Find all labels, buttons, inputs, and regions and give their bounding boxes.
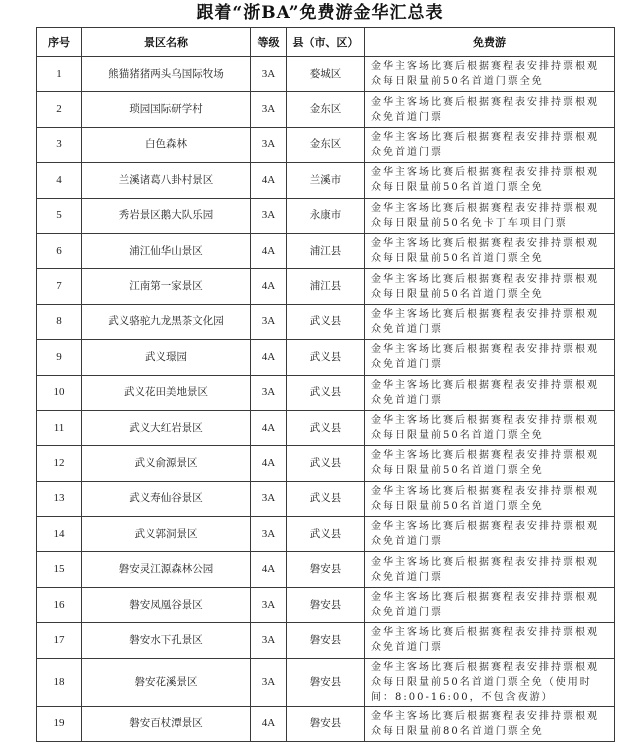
- cell-free-policy: 金华主客场比赛后根据赛程表安排持票根观众每日限量前50名首道门票全免: [365, 446, 615, 481]
- cell-grade: 4A: [251, 706, 287, 741]
- cell-grade: 4A: [251, 163, 287, 198]
- cell-grade: 3A: [251, 517, 287, 552]
- cell-scenic-name: 武义骆驼九龙黑茶文化园: [82, 304, 251, 339]
- cell-free-policy: 金华主客场比赛后根据赛程表安排持票根观众每日限量前50名首道门票全免: [365, 269, 615, 304]
- cell-scenic-name: 江南第一家景区: [82, 269, 251, 304]
- cell-grade: 3A: [251, 198, 287, 233]
- table-row: [37, 623, 615, 658]
- cell-grade: 4A: [251, 340, 287, 375]
- cell-free-policy: 金华主客场比赛后根据赛程表安排持票根观众每日限量前50名首道门票全免: [365, 481, 615, 516]
- cell-seq: 9: [37, 340, 82, 375]
- cell-grade: 3A: [251, 304, 287, 339]
- table-row: [37, 269, 615, 304]
- table-row: [37, 375, 615, 410]
- cell-seq: 7: [37, 269, 82, 304]
- cell-scenic-name: 秀岩景区鹅大队乐园: [82, 198, 251, 233]
- cell-county: 磐安县: [287, 623, 365, 658]
- cell-seq: 1: [37, 57, 82, 92]
- cell-free-policy: 金华主客场比赛后根据赛程表安排持票根观众每日限量前80名首道门票全免: [365, 706, 615, 741]
- cell-county: 武义县: [287, 340, 365, 375]
- cell-grade: 4A: [251, 269, 287, 304]
- cell-scenic-name: 琐园国际研学村: [82, 92, 251, 127]
- table-row: [37, 481, 615, 516]
- cell-scenic-name: 武义俞源景区: [82, 446, 251, 481]
- cell-free-policy: 金华主客场比赛后根据赛程表安排持票根观众每日限量前50名首道门票全免（使用时间：8:00-16:00，不包含夜游）: [365, 658, 615, 706]
- cell-grade: 3A: [251, 127, 287, 162]
- cell-scenic-name: 武义璟园: [82, 340, 251, 375]
- cell-county: 武义县: [287, 375, 365, 410]
- header-free: 免费游: [365, 28, 615, 57]
- cell-free-policy: 金华主客场比赛后根据赛程表安排持票根观众免首道门票: [365, 517, 615, 552]
- cell-free-policy: 金华主客场比赛后根据赛程表安排持票根观众免首道门票: [365, 304, 615, 339]
- table-row: [37, 552, 615, 587]
- cell-seq: 10: [37, 375, 82, 410]
- cell-scenic-name: 武义花田美地景区: [82, 375, 251, 410]
- cell-grade: 3A: [251, 481, 287, 516]
- cell-county: 武义县: [287, 410, 365, 445]
- cell-scenic-name: 熊猫猪猪两头乌国际牧场: [82, 57, 251, 92]
- cell-scenic-name: 浦江仙华山景区: [82, 233, 251, 268]
- table-row: [37, 57, 615, 92]
- cell-grade: 4A: [251, 446, 287, 481]
- cell-county: 武义县: [287, 304, 365, 339]
- cell-free-policy: 金华主客场比赛后根据赛程表安排持票根观众每日限量前50名首道门票全免: [365, 57, 615, 92]
- cell-grade: 3A: [251, 375, 287, 410]
- cell-grade: 3A: [251, 587, 287, 622]
- cell-county: 永康市: [287, 198, 365, 233]
- cell-county: 磐安县: [287, 658, 365, 706]
- table-row: [37, 517, 615, 552]
- cell-seq: 5: [37, 198, 82, 233]
- header-seq: 序号: [37, 28, 82, 57]
- table-row: [37, 304, 615, 339]
- table-body: [37, 57, 615, 742]
- table-row: [37, 163, 615, 198]
- table-row: [37, 446, 615, 481]
- cell-seq: 18: [37, 658, 82, 706]
- cell-county: 磐安县: [287, 552, 365, 587]
- cell-county: 金东区: [287, 127, 365, 162]
- table-row: [37, 340, 615, 375]
- cell-free-policy: 金华主客场比赛后根据赛程表安排持票根观众每日限量前50名首道门票全免: [365, 163, 615, 198]
- cell-free-policy: 金华主客场比赛后根据赛程表安排持票根观众免首道门票: [365, 552, 615, 587]
- cell-seq: 3: [37, 127, 82, 162]
- cell-free-policy: 金华主客场比赛后根据赛程表安排持票根观众免首道门票: [365, 375, 615, 410]
- cell-county: 金东区: [287, 92, 365, 127]
- cell-grade: 4A: [251, 552, 287, 587]
- cell-scenic-name: 兰溪诸葛八卦村景区: [82, 163, 251, 198]
- cell-scenic-name: 磐安凤凰谷景区: [82, 587, 251, 622]
- cell-free-policy: 金华主客场比赛后根据赛程表安排持票根观众免首道门票: [365, 340, 615, 375]
- table-row: [37, 92, 615, 127]
- cell-free-policy: 金华主客场比赛后根据赛程表安排持票根观众每日限量前50名首道门票全免: [365, 233, 615, 268]
- cell-grade: 3A: [251, 92, 287, 127]
- cell-county: 磐安县: [287, 706, 365, 741]
- cell-seq: 19: [37, 706, 82, 741]
- cell-scenic-name: 白色森林: [82, 127, 251, 162]
- cell-seq: 12: [37, 446, 82, 481]
- document-title: 跟着“浙BA”免费游金华汇总表: [196, 3, 444, 23]
- table-row: [37, 587, 615, 622]
- table-row: [37, 410, 615, 445]
- cell-scenic-name: 磐安花溪景区: [82, 658, 251, 706]
- cell-seq: 6: [37, 233, 82, 268]
- cell-grade: 3A: [251, 57, 287, 92]
- header-name: 景区名称: [82, 28, 251, 57]
- cell-scenic-name: 磐安灵江源森林公园: [82, 552, 251, 587]
- table-header: [37, 28, 615, 57]
- cell-free-policy: 金华主客场比赛后根据赛程表安排持票根观众免首道门票: [365, 587, 615, 622]
- cell-grade: 3A: [251, 658, 287, 706]
- cell-seq: 17: [37, 623, 82, 658]
- cell-county: 婺城区: [287, 57, 365, 92]
- cell-seq: 16: [37, 587, 82, 622]
- cell-free-policy: 金华主客场比赛后根据赛程表安排持票根观众每日限量前50名首道门票全免: [365, 410, 615, 445]
- table-row: [37, 198, 615, 233]
- cell-free-policy: 金华主客场比赛后根据赛程表安排持票根观众免首道门票: [365, 92, 615, 127]
- table-row: [37, 127, 615, 162]
- cell-seq: 14: [37, 517, 82, 552]
- cell-county: 武义县: [287, 481, 365, 516]
- cell-seq: 15: [37, 552, 82, 587]
- header-row: [37, 28, 615, 57]
- cell-county: 武义县: [287, 517, 365, 552]
- cell-county: 磐安县: [287, 587, 365, 622]
- cell-scenic-name: 磐安水下孔景区: [82, 623, 251, 658]
- header-grade: 等级: [251, 28, 287, 57]
- cell-seq: 4: [37, 163, 82, 198]
- cell-grade: 3A: [251, 623, 287, 658]
- cell-seq: 13: [37, 481, 82, 516]
- cell-county: 浦江县: [287, 233, 365, 268]
- cell-free-policy: 金华主客场比赛后根据赛程表安排持票根观众每日限量前50名免卡丁车项目门票: [365, 198, 615, 233]
- cell-seq: 8: [37, 304, 82, 339]
- cell-county: 兰溪市: [287, 163, 365, 198]
- cell-grade: 4A: [251, 233, 287, 268]
- cell-county: 浦江县: [287, 269, 365, 304]
- cell-free-policy: 金华主客场比赛后根据赛程表安排持票根观众免首道门票: [365, 127, 615, 162]
- table-row: [37, 706, 615, 741]
- cell-scenic-name: 武义郭洞景区: [82, 517, 251, 552]
- cell-free-policy: 金华主客场比赛后根据赛程表安排持票根观众免首道门票: [365, 623, 615, 658]
- cell-scenic-name: 武义大红岩景区: [82, 410, 251, 445]
- cell-seq: 2: [37, 92, 82, 127]
- header-county: 县（市、区）: [287, 28, 365, 57]
- cell-seq: 11: [37, 410, 82, 445]
- cell-grade: 4A: [251, 410, 287, 445]
- table-row: [37, 233, 615, 268]
- cell-scenic-name: 武义寿仙谷景区: [82, 481, 251, 516]
- scenic-summary-table: [36, 27, 615, 742]
- cell-county: 武义县: [287, 446, 365, 481]
- cell-scenic-name: 磐安百杖潭景区: [82, 706, 251, 741]
- table-row: [37, 658, 615, 706]
